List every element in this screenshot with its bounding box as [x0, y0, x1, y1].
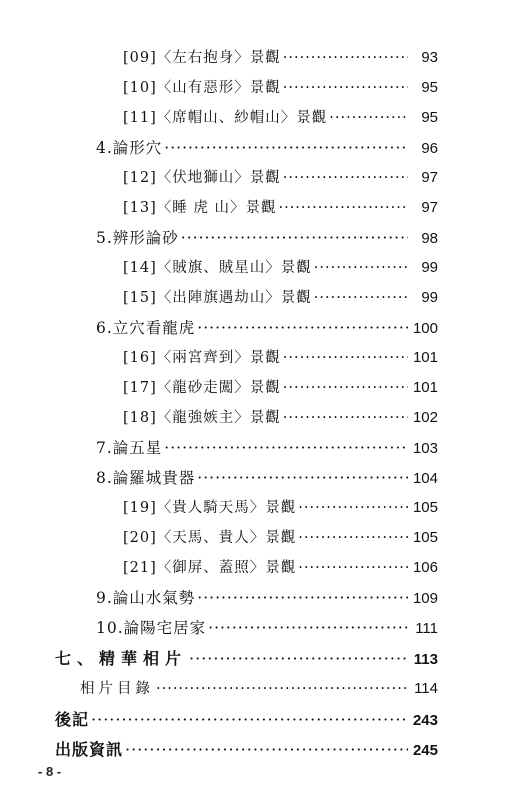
dot-leader — [91, 706, 408, 734]
toc-entry-label: [18]〈龍強嫉主〉景觀 — [123, 410, 281, 426]
toc-section-page: 103 — [412, 440, 438, 457]
dot-leader — [298, 494, 408, 522]
toc-backmatter-label: 出版資訊 — [55, 740, 124, 759]
toc-backmatter-page: 243 — [412, 712, 438, 729]
toc-section-label: 7.論五星 — [96, 439, 163, 457]
toc-section-label: 6.立穴看龍虎 — [96, 319, 196, 337]
toc-section-label: 5.辨形論砂 — [96, 229, 179, 247]
dot-leader — [164, 434, 408, 462]
toc-entry[interactable] — [123, 74, 438, 102]
toc-entry[interactable] — [123, 284, 438, 312]
toc-chapter-label: 七、精華相片 — [55, 649, 188, 668]
toc-entry-page: 97 — [421, 169, 438, 186]
page-number: - 8 - — [38, 764, 62, 779]
dot-leader — [298, 554, 408, 582]
toc-section-label: 9.論山水氣勢 — [96, 589, 196, 607]
toc-entry-label: [21]〈御屏、蓋照〉景觀 — [123, 560, 297, 576]
toc-entry[interactable] — [123, 194, 438, 222]
toc-entry[interactable] — [123, 494, 438, 522]
toc-entry-page: 102 — [412, 409, 438, 426]
toc-entry[interactable] — [123, 374, 438, 402]
toc-section-page: 111 — [415, 620, 438, 637]
toc-entry-label: 相片目錄 — [80, 681, 154, 697]
dot-leader — [164, 134, 408, 162]
toc-entry-label: [19]〈貴人騎天馬〉景觀 — [123, 500, 297, 516]
toc-entry-label: [12]〈伏地獅山〉景觀 — [123, 170, 281, 186]
toc-entry-page: 105 — [412, 499, 438, 516]
toc-entry-label: [11]〈席帽山、紗帽山〉景觀 — [123, 110, 328, 126]
toc-entry-page: 114 — [414, 680, 438, 697]
toc-entry-page: 105 — [412, 529, 438, 546]
dot-leader — [208, 614, 408, 642]
toc-section[interactable] — [96, 224, 438, 252]
toc-entry-page: 95 — [421, 79, 438, 96]
toc-entry-page: 101 — [412, 349, 438, 366]
toc-backmatter[interactable] — [55, 736, 438, 764]
toc-entry-label: [20]〈天馬、貴人〉景觀 — [123, 530, 297, 546]
toc-chapter[interactable] — [55, 645, 438, 673]
dot-leader — [181, 224, 408, 252]
dot-leader — [197, 314, 408, 342]
toc-entry[interactable] — [123, 524, 438, 552]
toc-entry-page: 99 — [421, 289, 438, 306]
toc-entry-label: [15]〈出陣旗遇劫山〉景觀 — [123, 290, 312, 306]
dot-leader — [283, 164, 408, 192]
toc-entry[interactable] — [123, 104, 438, 132]
dot-leader — [283, 344, 408, 372]
dot-leader — [283, 374, 408, 402]
toc-section-page: 100 — [412, 320, 438, 337]
toc-section-page: 96 — [421, 140, 438, 157]
toc-chapter-page: 113 — [413, 651, 438, 668]
toc-entry[interactable] — [123, 254, 438, 282]
dot-leader — [197, 464, 408, 492]
toc-entry[interactable] — [123, 554, 438, 582]
toc-entry[interactable] — [123, 344, 438, 372]
dot-leader — [278, 194, 408, 222]
dot-leader — [125, 736, 408, 764]
toc-entry-label: [09]〈左右抱身〉景觀 — [123, 50, 281, 66]
dot-leader — [283, 74, 408, 102]
toc-entry[interactable] — [80, 675, 438, 703]
toc-entry-page: 99 — [421, 259, 438, 276]
toc-entry[interactable] — [123, 164, 438, 192]
dot-leader — [329, 104, 408, 132]
dot-leader — [156, 675, 408, 703]
dot-leader — [189, 645, 408, 673]
dot-leader — [283, 44, 408, 72]
toc-section-label: 10.論陽宅居家 — [96, 619, 207, 637]
toc-backmatter[interactable] — [55, 706, 438, 734]
toc-section-label: 4.論形穴 — [96, 139, 163, 157]
toc-section[interactable] — [96, 434, 438, 462]
toc-section-page: 98 — [421, 230, 438, 247]
toc-backmatter-page: 245 — [412, 742, 438, 759]
dot-leader — [197, 584, 408, 612]
toc-entry-label: [13]〈睡 虎 山〉景觀 — [123, 200, 277, 216]
toc-entry-page: 101 — [412, 379, 438, 396]
toc-entry-label: [14]〈賊旗、賊星山〉景觀 — [123, 260, 312, 276]
toc-entry-page: 93 — [421, 49, 438, 66]
dot-leader — [314, 254, 408, 282]
toc-entry-page: 95 — [421, 109, 438, 126]
toc-section[interactable] — [96, 464, 438, 492]
toc-entry-label: [16]〈兩宮齊到〉景觀 — [123, 350, 281, 366]
toc-section-page: 104 — [412, 470, 438, 487]
toc-backmatter-label: 後記 — [55, 710, 90, 729]
toc-section[interactable] — [96, 314, 438, 342]
toc-section[interactable] — [96, 614, 438, 642]
toc-entry[interactable] — [123, 44, 438, 72]
toc-section[interactable] — [96, 134, 438, 162]
toc-entry[interactable] — [123, 404, 438, 432]
toc-entry-page: 106 — [412, 559, 438, 576]
toc-section-page: 109 — [412, 590, 438, 607]
dot-leader — [314, 284, 408, 312]
dot-leader — [283, 404, 408, 432]
toc-entry-label: [10]〈山有惡形〉景觀 — [123, 80, 281, 96]
toc-entry-label: [17]〈龍砂走闖〉景觀 — [123, 380, 281, 396]
toc-section-label: 8.論羅城貴器 — [96, 469, 196, 487]
toc-entry-page: 97 — [421, 199, 438, 216]
dot-leader — [298, 524, 408, 552]
toc-section[interactable] — [96, 584, 438, 612]
